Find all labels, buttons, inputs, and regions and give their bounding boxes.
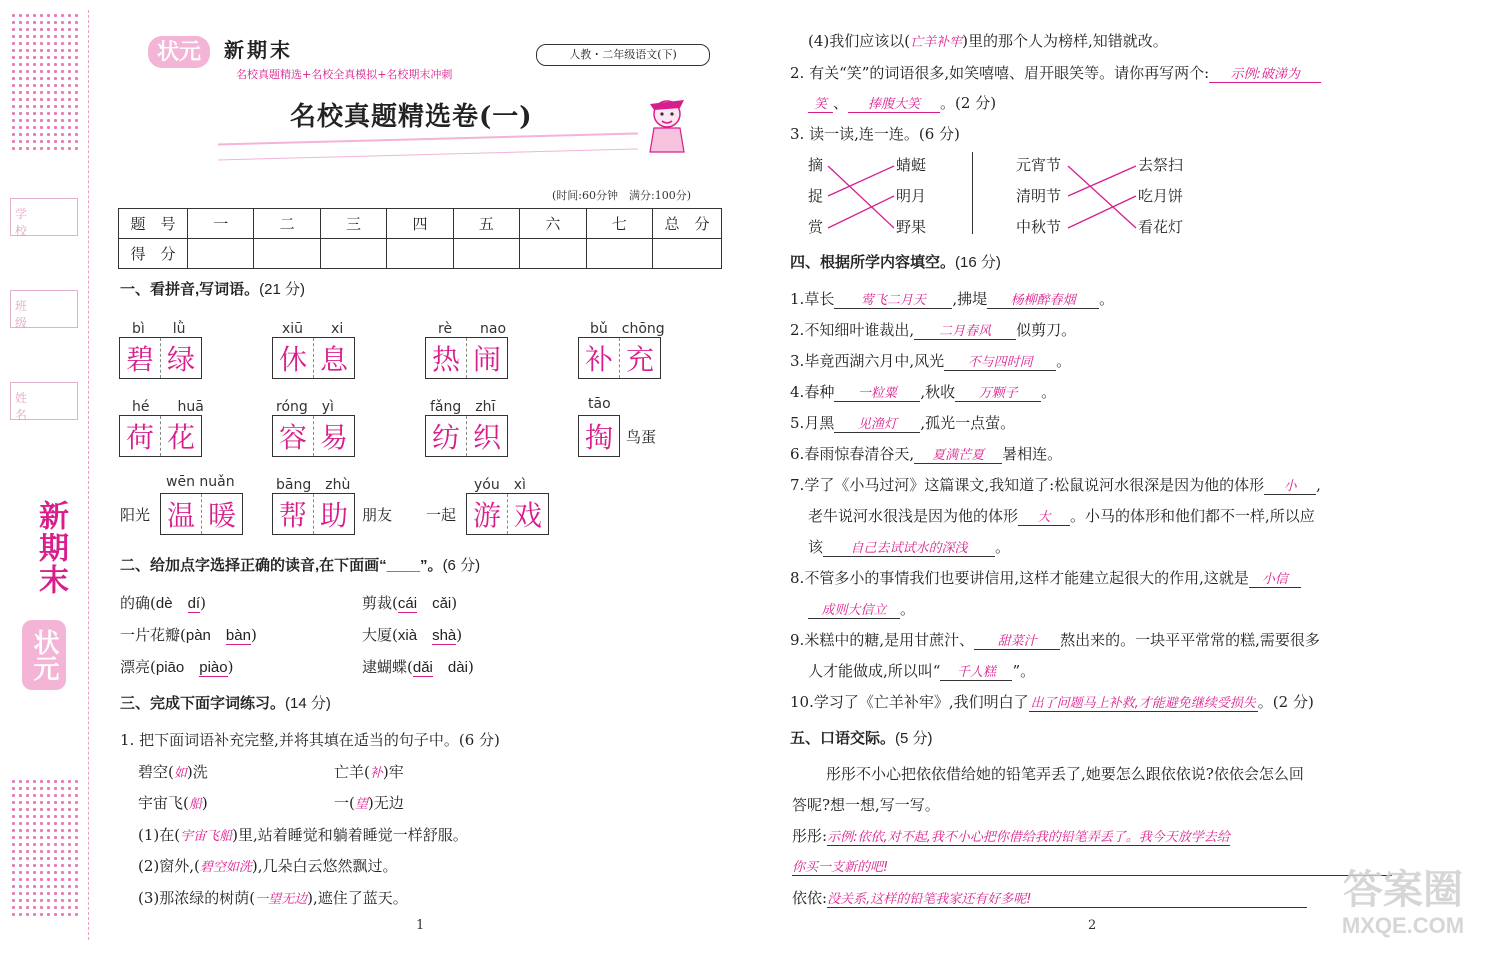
score-table: [118, 208, 722, 269]
text: 熬出来的。一块平平常常的糕,需要很多: [1060, 631, 1320, 649]
idiom-item: [334, 761, 404, 782]
sentence-pre: (2)窗外,(: [138, 857, 200, 875]
idiom-item: [138, 761, 208, 782]
fill-answer[interactable]: 见渔灯: [857, 417, 897, 432]
fill-line: [790, 288, 1114, 309]
sentence-post: )里的那个人为榜样,知错就改。: [962, 32, 1168, 50]
fill-line: [790, 567, 1301, 588]
dialogue-line: [792, 887, 1307, 908]
section-2-points: (6 分): [442, 557, 481, 574]
sentence-answer[interactable]: 碧空如洗: [199, 860, 252, 875]
fill-line: [808, 536, 1010, 557]
reading-item: 的确(dè dí): [120, 594, 206, 612]
dialogue-answer[interactable]: 没关系,这样的铅笔我家还有好多呢!: [827, 892, 1032, 907]
text: 人才能做成,所以叫“: [808, 662, 941, 680]
char: 掏: [584, 421, 613, 454]
pinyin: yóu xì: [474, 477, 526, 493]
sentence-pre: (4)我们应该以(: [808, 32, 911, 50]
section-1-title: [120, 278, 305, 299]
fill-line: [808, 505, 1315, 526]
sentence-post: )里,站着睡觉和躺着睡觉一样舒服。: [232, 826, 468, 844]
char: 充: [619, 338, 660, 378]
word-suffix: 朋友: [362, 506, 393, 524]
char-box[interactable]: [160, 493, 243, 535]
binding-line: [88, 10, 89, 940]
watermark: [1318, 868, 1488, 952]
reading-word: 的确: [120, 594, 151, 612]
dialogue-line: [792, 856, 1392, 876]
side-seal: 状元: [22, 620, 66, 690]
sentence-answer[interactable]: 亡羊补牢: [910, 35, 963, 50]
word-suffix: 鸟蛋: [626, 428, 657, 446]
q2-post: 。(2 分): [940, 94, 997, 112]
score-cell[interactable]: [320, 239, 386, 269]
item-number: 9.: [790, 631, 805, 649]
char: 易: [313, 416, 354, 456]
fill-answer[interactable]: 不与四时同: [967, 355, 1033, 370]
char: 碧: [125, 343, 154, 376]
section-2-title: [120, 554, 480, 575]
char: 织: [466, 416, 507, 456]
score-cell[interactable]: [453, 239, 519, 269]
text: ,: [1316, 476, 1321, 494]
section-4-points: (16 分): [955, 254, 1001, 271]
fill-answer[interactable]: 杨柳醉春烟: [1010, 293, 1076, 308]
fill-answer[interactable]: 自己去试试水的深浅: [850, 541, 968, 556]
reading-option[interactable]: piāo: [155, 659, 185, 676]
text: 毕竟西湖六月中,风光: [804, 352, 945, 370]
text: 米糕中的糖,是用甘蔗汁、: [804, 631, 975, 649]
char: 花: [160, 416, 201, 456]
prompt-paragraph: 答呢?想一想,写一写。: [792, 796, 940, 814]
section-2-heading-end: ”。: [420, 557, 443, 574]
pinyin: fǎng zhī: [430, 399, 496, 415]
idiom-answer[interactable]: 望: [354, 797, 368, 812]
q2-text: 2. 有关“笑”的词语很多,如笑嘻嘻、眉开眼笑等。请你再写两个:: [790, 64, 1210, 82]
margin-dot-pattern-top: [10, 12, 80, 152]
text: 该: [808, 538, 824, 556]
name-field[interactable]: 姓 名: [10, 382, 78, 420]
score-row-label: 得 分: [119, 239, 188, 269]
text: 不知细叶谁裁出,: [804, 321, 915, 339]
char: 绿: [160, 338, 201, 378]
reading-option-correct[interactable]: shà: [432, 627, 457, 644]
text: 春雨惊春清谷天,: [804, 445, 915, 463]
idiom-post: )洗: [186, 763, 208, 781]
item-number: 7.: [790, 476, 805, 494]
prompt-paragraph: 彤彤不小心把依依借给她的铅笔弄丢了,她要怎么跟依依说?依依会怎么回: [826, 765, 1304, 783]
reading-item: 一片花瓣(pàn bàn): [120, 626, 257, 644]
fill-line: [808, 598, 915, 619]
reading-item: 大厦(xià shà): [362, 626, 463, 644]
score-header: 六: [520, 209, 586, 239]
char-box[interactable]: [578, 415, 620, 457]
word-prefix: 一起: [426, 506, 457, 524]
pinyin: bāng zhù: [276, 477, 351, 493]
q2-answer-1-end[interactable]: 笑: [814, 97, 828, 112]
score-header: 总 分: [653, 209, 722, 239]
char-box[interactable]: [425, 337, 508, 379]
score-header: 一: [188, 209, 254, 239]
idiom-post: )牢: [382, 763, 404, 781]
sentence-answer[interactable]: 一望无边: [255, 892, 308, 907]
match-left[interactable]: 摘: [808, 156, 824, 174]
score-cell[interactable]: [387, 239, 453, 269]
score-header: 二: [254, 209, 320, 239]
q2-answer-1[interactable]: 示例:破涕为: [1230, 67, 1300, 82]
char-box[interactable]: [272, 415, 355, 457]
fill-answer[interactable]: 莺飞二月天: [860, 293, 926, 308]
idiom-pre: 碧空(: [138, 763, 174, 781]
match-left[interactable]: 赏: [808, 218, 824, 236]
section-3-points: (14 分): [285, 695, 331, 712]
match-divider: [972, 152, 973, 234]
watermark-line-1: 答案圈: [1343, 868, 1463, 912]
char: 暖: [201, 494, 242, 534]
pinyin: bì lǜ: [132, 321, 186, 337]
text: ,孤光一点萤。: [920, 414, 1016, 432]
text: 暑相连。: [1002, 445, 1063, 463]
char: 息: [313, 338, 354, 378]
reading-word: 逮蝴蝶: [362, 658, 408, 676]
sentence-post: ),几朵白云悠然飘过。: [251, 857, 398, 875]
section-3-title: [120, 692, 331, 713]
pinyin: bǔ chōng: [590, 321, 665, 337]
char-box[interactable]: [272, 337, 355, 379]
reading-option[interactable]: pàn: [185, 627, 211, 644]
score-header: 三: [320, 209, 386, 239]
item-number: 1.: [790, 290, 805, 308]
page-number-right: 2: [1088, 918, 1097, 933]
text: 老牛说河水很浅是因为他的体形: [808, 507, 1019, 525]
dialogue-answer[interactable]: 示例:依依,对不起,我不小心把你借给我的铅笔弄丢了。我今天放学去给: [827, 830, 1230, 845]
idiom-answer[interactable]: 如: [173, 766, 187, 781]
school-field[interactable]: 学 校: [10, 198, 78, 236]
match-right[interactable]: 吃月饼: [1138, 187, 1184, 205]
title-underline: [218, 133, 638, 161]
reading-word: 剪裁: [362, 594, 393, 612]
question-3-2-cont: [808, 92, 996, 113]
idiom-post: ): [201, 794, 208, 812]
char-box[interactable]: [466, 493, 549, 535]
reading-option[interactable]: dè: [155, 595, 173, 612]
reading-option-correct[interactable]: dǎi: [412, 659, 433, 676]
char-box[interactable]: [425, 415, 508, 457]
idiom-post: )无边: [367, 794, 404, 812]
section-2-heading: 二、给加点字选择正确的读音,在下面画“: [120, 557, 387, 574]
fill-answer[interactable]: 出了问题马上补救,才能避免继续受损失: [1030, 696, 1256, 711]
fill-answer[interactable]: 小信: [1261, 572, 1288, 587]
text: ”。: [1012, 662, 1036, 680]
idiom-answer[interactable]: 补: [369, 766, 383, 781]
section-5-title: [790, 727, 933, 748]
idiom-pre: 亡羊(: [334, 763, 370, 781]
logo: 状元: [148, 36, 210, 68]
reading-word: 大厦: [362, 626, 393, 644]
reading-word: 一片花瓣: [120, 626, 181, 644]
pinyin: rè nao: [438, 321, 507, 337]
fill-line: [790, 350, 1071, 371]
score-cell[interactable]: [520, 239, 586, 269]
item-number: 6.: [790, 445, 805, 463]
char: 温: [166, 499, 195, 532]
char: 容: [278, 421, 307, 454]
idiom-item: [138, 792, 208, 813]
char-box[interactable]: [272, 493, 355, 535]
text: 。小马的体形和他们都不一样,所以应: [1070, 507, 1315, 525]
question-3-3: 3. 读一读,连一连。(6 分): [790, 125, 960, 143]
section-5-heading: 五、口语交际。: [790, 730, 896, 747]
fill-line: [790, 691, 1314, 712]
section-4-title: [790, 251, 1001, 272]
text: 不管多小的事情我们也要讲信用,这样才能建立起很大的作用,这就是: [804, 569, 1249, 587]
fill-answer[interactable]: 大: [1037, 510, 1051, 525]
question-3-1: 1. 把下面词语补充完整,并将其填在适当的句子中。(6 分): [120, 731, 500, 749]
score-cell[interactable]: [254, 239, 320, 269]
text: 草长: [804, 290, 835, 308]
tagline: 名校真题精选+名校全真模拟+名校期末冲刺: [236, 68, 453, 81]
char: 助: [313, 494, 354, 534]
page-number-left: 1: [416, 918, 425, 933]
reading-option[interactable]: xià: [397, 627, 418, 644]
reading-item: 漂亮(piāo piào): [120, 658, 234, 676]
text: ,秋收: [920, 383, 956, 401]
char: 纺: [431, 421, 460, 454]
item-number: 10.: [790, 693, 814, 711]
fill-answer[interactable]: 一粒粟: [857, 386, 897, 401]
char-box[interactable]: [119, 337, 202, 379]
brand-title: 新期末: [224, 38, 293, 62]
idiom-answer[interactable]: 船: [188, 797, 202, 812]
fill-answer[interactable]: 小: [1283, 479, 1297, 494]
fill-line: [808, 660, 1035, 681]
margin-dot-pattern-bottom: [10, 778, 80, 918]
text: ,拂堤: [952, 290, 988, 308]
pinyin: hé huā: [132, 399, 204, 415]
char: 帮: [278, 499, 307, 532]
score-cell[interactable]: [653, 239, 722, 269]
side-brand: 新期末: [33, 500, 68, 596]
idiom-pre: 一(: [334, 794, 355, 812]
match-lines-2: [1066, 156, 1138, 236]
q2-answer-2[interactable]: 捧腹大笑: [868, 97, 921, 112]
sentence-pre: (3)那浓绿的树荫(: [138, 889, 256, 907]
reading-option-correct[interactable]: bàn: [225, 627, 251, 644]
score-header: 四: [387, 209, 453, 239]
match-right[interactable]: 去祭扫: [1138, 156, 1184, 174]
reading-option[interactable]: cǎi: [432, 595, 452, 612]
question-3-2: [790, 62, 1321, 83]
reading-word: 漂亮: [120, 658, 151, 676]
item-number: 2.: [790, 321, 805, 339]
score-header: 题 号: [119, 209, 188, 239]
fill-line: [790, 474, 1321, 495]
text: 学了《小马过河》这篇课文,我知道了:松鼠说河水很深是因为他的体形: [804, 476, 1265, 494]
reading-item: 剪裁(cái cǎi): [362, 594, 458, 612]
score-cell[interactable]: [188, 239, 254, 269]
text: 。: [1099, 290, 1115, 308]
text: 。: [1056, 352, 1072, 370]
match-right[interactable]: 蜻蜓: [896, 156, 927, 174]
pinyin: róng yì: [276, 399, 334, 415]
fill-line: [790, 319, 1076, 340]
fill-answer[interactable]: 甜菜汁: [997, 634, 1037, 649]
text: 。: [1041, 383, 1057, 401]
fill-answer[interactable]: 成则大信立: [821, 603, 887, 618]
speaker-label: 依依:: [792, 889, 828, 907]
item-number: 3.: [790, 352, 805, 370]
word-prefix: 阳光: [120, 506, 151, 524]
watermark-line-2: MXQE.COM: [1341, 913, 1465, 938]
char: 闹: [466, 338, 507, 378]
fill-line: [790, 629, 1320, 650]
match-left[interactable]: 捉: [808, 187, 824, 205]
char: 游: [472, 499, 501, 532]
sentence-answer[interactable]: 宇宙飞船: [180, 829, 233, 844]
fill-answer[interactable]: 二月春风: [939, 324, 992, 339]
char-box[interactable]: [119, 415, 202, 457]
class-field[interactable]: 班 级: [10, 290, 78, 328]
reading-option-correct[interactable]: cái: [397, 595, 418, 612]
dialogue-line: [792, 825, 1230, 846]
item-number: 5.: [790, 414, 805, 432]
char: 休: [278, 343, 307, 376]
dialogue-answer[interactable]: 你买一支新的吧!: [792, 860, 889, 875]
sentence-item: [138, 855, 398, 876]
sentence-item: [138, 887, 408, 908]
speaker-label: 彤彤:: [792, 827, 828, 845]
match-left[interactable]: 中秋节: [1016, 218, 1062, 236]
pinyin: tāo: [588, 396, 611, 412]
item-number: 4.: [790, 383, 805, 401]
idiom-item: [334, 792, 404, 813]
char: 补: [584, 343, 613, 376]
reading-option[interactable]: dài: [447, 659, 468, 676]
time-and-score-note: (时间:60分钟 满分:100分): [552, 189, 691, 202]
fill-answer[interactable]: 夏满芒夏: [932, 448, 985, 463]
section-4-heading: 四、根据所学内容填空。: [790, 254, 956, 271]
fill-answer[interactable]: 万颗子: [978, 386, 1018, 401]
text: 。: [995, 538, 1011, 556]
reading-option-correct[interactable]: dí: [187, 595, 201, 612]
score-header: 五: [453, 209, 519, 239]
paper-title: 名校真题精选卷(一): [290, 102, 533, 132]
fill-answer[interactable]: 千人糕: [956, 665, 996, 680]
char: 荷: [125, 421, 154, 454]
section-5-points: (5 分): [895, 730, 933, 747]
text: 学习了《亡羊补牢》,我们明白了: [813, 693, 1029, 711]
match-right[interactable]: 野果: [896, 218, 927, 236]
score-cell[interactable]: [586, 239, 652, 269]
section-1-heading: 一、看拼音,写词语。: [120, 281, 260, 298]
fill-line: [790, 443, 1062, 464]
match-left[interactable]: 清明节: [1016, 187, 1062, 205]
match-right[interactable]: 看花灯: [1138, 218, 1184, 236]
fill-line: [790, 381, 1056, 402]
char: 戏: [507, 494, 548, 534]
match-right[interactable]: 明月: [896, 187, 927, 205]
text: 月黑: [804, 414, 835, 432]
match-lines-1: [826, 156, 896, 236]
mascot-icon: [640, 92, 694, 156]
char: 热: [431, 343, 460, 376]
sentence-pre: (1)在(: [138, 826, 181, 844]
sentence-item: [138, 824, 468, 845]
section-3-heading: 三、完成下面字词练习。: [120, 695, 286, 712]
text: 。(2 分): [1257, 693, 1314, 711]
score-header: 七: [586, 209, 652, 239]
match-left[interactable]: 元宵节: [1016, 156, 1062, 174]
reading-item: 逮蝴蝶(dǎi dài): [362, 658, 474, 676]
pinyin: xiū xi: [282, 321, 344, 337]
pinyin: wēn nuǎn: [166, 474, 235, 490]
edition-badge: 人教・二年级语文(下): [536, 44, 710, 66]
char-box[interactable]: [578, 337, 661, 379]
section-2-blank: ____: [386, 557, 421, 574]
sentence-post: ),遮住了蓝天。: [307, 889, 408, 907]
text: 似剪刀。: [1016, 321, 1077, 339]
fill-line: [790, 412, 1015, 433]
reading-option-correct[interactable]: piào: [199, 659, 228, 676]
item-number: 8.: [790, 569, 805, 587]
q2-separator: 、: [833, 94, 849, 112]
sentence-item: [808, 30, 1168, 51]
text: 。: [900, 600, 916, 618]
idiom-pre: 宇宙飞(: [138, 794, 189, 812]
text: 春种: [804, 383, 835, 401]
section-1-points: (21 分): [259, 281, 306, 298]
